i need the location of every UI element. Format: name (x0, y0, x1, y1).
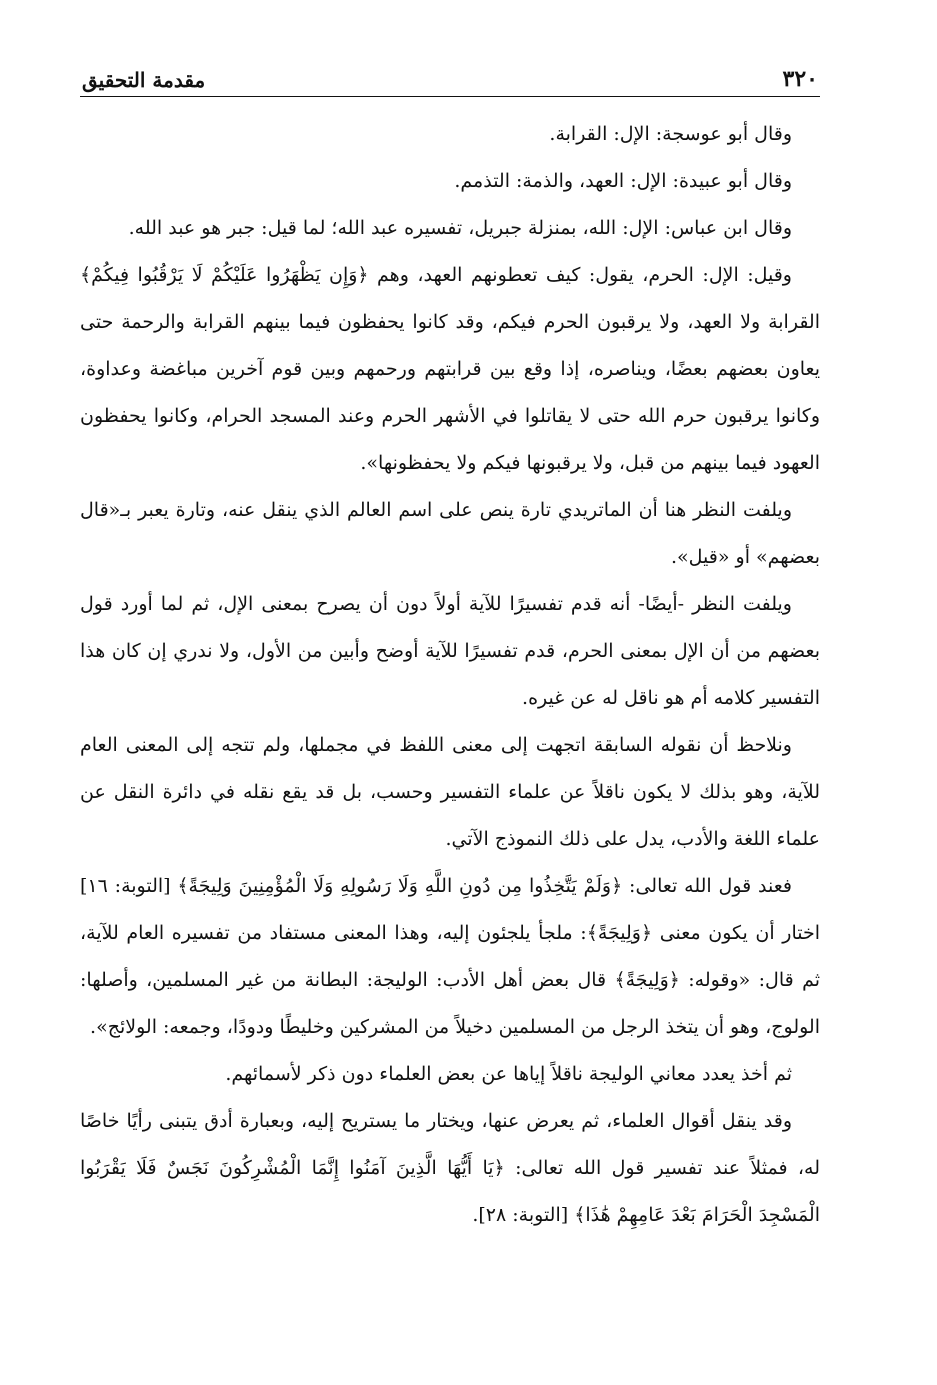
paragraph: فعند قول الله تعالى: ﴿وَلَمْ يَتَّخِذُوا مِن دُونِ اللَّهِ وَلَا رَسُولِهِ وَلَا الْمُؤْمِنِينَ وَلِيجَةً﴾ [التوبة: ١٦] اختار أن يكون معنى ﴿وَلِيجَةً﴾: ملجأ يلجئون إليه، وهذا المعنى مستفاد من تفسيره العام للآية، ثم قال: «وقوله: ﴿وَلِيجَةً﴾ قال بعض أهل الأدب: الوليجة: البطانة من غير المسلمين، وأصلها: الولوج، وهو أن يتخذ الرجل من المسلمين دخيلاً من المشركين وخليطًا ودودًا، وجمعه: الولائج». (80, 875, 820, 1038)
paragraph: ويلفت النظر هنا أن الماتريدي تارة ينص على اسم العالم الذي ينقل عنه، وتارة يعبر بـ«قال بعضهم» أو «قيل». (80, 499, 820, 568)
paragraph: ويلفت النظر -أيضًا- أنه قدم تفسيرًا للآية أولاً دون أن يصرح بمعنى الإل، ثم لما أورد قول بعضهم من أن الإل بمعنى الحرم، قدم تفسيرًا للآية أوضح وأبين من الأول، ولا ندري إن كان هذا التفسير كلامه أم هو ناقل له عن غيره. (80, 593, 820, 709)
paragraph: وقال ابن عباس: الإل: الله، بمنزلة جبريل، تفسيره عبد الله؛ لما قيل: جبر هو عبد الله. (128, 217, 792, 239)
paragraph: ونلاحظ أن نقوله السابقة اتجهت إلى معنى اللفظ في مجملها، ولم تتجه إلى المعنى العام للآية، وهو بذلك لا يكون ناقلاً عن علماء التفسير وحسب، بل قد يقع نقله في دائرة النقل عن علماء اللغة والأدب، يدل على ذلك النموذج الآتي. (80, 734, 820, 850)
document-page (80, 58, 820, 1239)
paragraph: وقيل: الإل: الحرم، يقول: كيف تعطونهم العهد، وهم ﴿وَإِن يَظْهَرُوا عَلَيْكُمْ لَا يَرْقُبُوا فِيكُمْ﴾ القرابة ولا العهد، ولا يرقبون الحرم فيكم، وقد كانوا يحفظون فيما بينهم القرابة والرحمة حتى يعاون بعضهم بعضًا، ويناصره، إذا وقع بين قرابتهم ورحمهم وبين قوم آخرين مباغضة وعداوة، وكانوا يرقبون حرم الله حتى لا يقاتلوا في الأشهر الحرم وعند المسجد الحرام، وكانوا يحفظون العهود فيما بينهم من قبل، ولا يرقبونها فيكم ولا يحفظونها». (80, 264, 820, 474)
page-header (80, 58, 820, 97)
page-number: ٣٢٠ (782, 66, 818, 92)
paragraph: ثم أخذ يعدد معاني الوليجة ناقلاً إياها عن بعض العلماء دون ذكر لأسمائهم. (225, 1063, 792, 1085)
paragraph: وقد ينقل أقوال العلماء، ثم يعرض عنها، ويختار ما يستريح إليه، وبعبارة أدق يتبنى رأيًا خاصًا له، فمثلاً عند تفسير قول الله تعالى: ﴿يَا أَيُّهَا الَّذِينَ آمَنُوا إِنَّمَا الْمُشْرِكُونَ نَجَسٌ فَلَا يَقْرَبُوا الْمَسْجِدَ الْحَرَامَ بَعْدَ عَامِهِمْ هَٰذَا﴾ [التوبة: ٢٨]. (80, 1110, 820, 1226)
paragraph: وقال أبو عوسجة: الإل: القرابة. (549, 123, 792, 145)
section-title: مقدمة التحقيق (82, 68, 206, 92)
paragraph: وقال أبو عبيدة: الإل: العهد، والذمة: التذمم. (454, 170, 792, 192)
page-body (80, 111, 820, 1239)
